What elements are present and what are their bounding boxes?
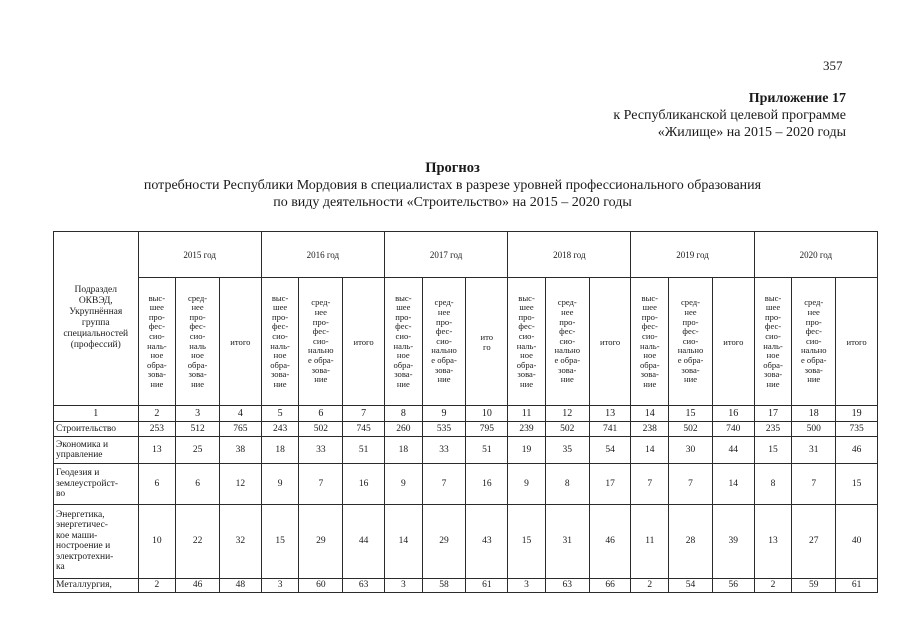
- table-cell: 2: [631, 578, 669, 592]
- education-level-header: [261, 278, 299, 406]
- header-line: сред-: [804, 297, 824, 308]
- header-line: зова-: [517, 369, 536, 380]
- table-cell: 46: [589, 504, 631, 578]
- header-line: про-: [272, 311, 289, 322]
- header-line: сио-: [559, 335, 576, 346]
- header-line: фес-: [805, 326, 822, 337]
- table-cell: 500: [792, 422, 836, 436]
- forecast-table: [53, 231, 878, 593]
- header-line: обра-: [187, 359, 208, 370]
- header-line: ние: [396, 378, 410, 389]
- table-cell: 18: [261, 436, 299, 464]
- table-cell: 46: [836, 436, 878, 464]
- header-row-levels: [54, 278, 878, 406]
- table-cell: 6: [176, 464, 220, 504]
- corner-header-line: ОКВЭД,: [78, 296, 113, 307]
- row-label-line: кое маши-: [56, 530, 98, 541]
- header-line: зова-: [434, 364, 454, 375]
- header-line: ние: [150, 378, 164, 389]
- row-label-line: Геодезия и: [56, 468, 100, 479]
- header-line: про-: [764, 311, 782, 322]
- header-line: обра-: [393, 359, 414, 370]
- header-line: итого: [353, 336, 374, 347]
- year-header: 2020 год: [754, 232, 877, 278]
- heading-line-1: потребности Республики Мордовия в специалистах в разрезе уровней профессионального образования: [143, 178, 762, 193]
- header-line: зова-: [270, 369, 290, 380]
- table-cell: 238: [631, 422, 669, 436]
- column-number: 17: [754, 405, 792, 421]
- header-line: наль-: [516, 340, 537, 351]
- table-cell: 15: [508, 504, 546, 578]
- header-line: шее: [642, 302, 657, 313]
- column-number: 11: [508, 405, 546, 421]
- table-cell: 15: [754, 436, 792, 464]
- header-line: шее: [272, 302, 288, 313]
- header-line: шее: [149, 302, 164, 313]
- table-cell: 27: [792, 504, 836, 578]
- header-line: зова-: [804, 364, 823, 375]
- header-line: выс-: [271, 292, 289, 303]
- page-number: 357: [823, 58, 843, 73]
- table-cell: 235: [754, 422, 792, 436]
- column-number: 10: [466, 405, 508, 421]
- row-label: [54, 464, 139, 504]
- table-cell: 39: [712, 504, 754, 578]
- header-line: фес-: [559, 326, 576, 337]
- table-row: [54, 464, 878, 504]
- header-line: зова-: [188, 369, 207, 380]
- table-cell: 7: [631, 464, 669, 504]
- header-line: сио-: [436, 335, 452, 346]
- table-cell: 9: [508, 464, 546, 504]
- header-line: нее: [437, 306, 451, 317]
- total-header: [466, 278, 508, 406]
- education-level-header: [631, 278, 669, 406]
- header-line: сио-: [149, 330, 165, 341]
- table-row: [54, 422, 878, 436]
- header-line: нально: [677, 345, 704, 356]
- column-number: 6: [299, 405, 343, 421]
- education-level-header: [138, 278, 176, 406]
- column-number: 16: [712, 405, 754, 421]
- header-line: обра-: [763, 359, 783, 370]
- header-line: итого: [230, 336, 251, 347]
- header-line: фес-: [312, 326, 329, 337]
- row-label-line: Металлургия,: [56, 580, 112, 591]
- appendix-block: [613, 90, 846, 141]
- table-cell: 765: [219, 422, 261, 436]
- header-line: сио-: [272, 330, 288, 341]
- header-line: сио-: [765, 330, 781, 341]
- header-line: е обра-: [308, 354, 334, 365]
- table-cell: 32: [219, 504, 261, 578]
- header-line: про-: [395, 311, 412, 322]
- header-line: про-: [682, 316, 699, 327]
- column-number: 19: [836, 405, 878, 421]
- table-cell: 502: [669, 422, 713, 436]
- header-line: про-: [559, 316, 576, 327]
- table-cell: 260: [384, 422, 422, 436]
- table-cell: 19: [508, 436, 546, 464]
- header-line: обра-: [147, 359, 167, 370]
- heading-line-2: по виду деятельности «Строительство» на 2015 – 2020 годы: [273, 195, 632, 210]
- header-line: ние: [766, 378, 780, 389]
- header-row-years: [54, 232, 878, 278]
- header-line: сред-: [557, 297, 577, 308]
- table-cell: 13: [754, 504, 792, 578]
- table-cell: 25: [176, 436, 220, 464]
- row-label: [54, 578, 139, 592]
- table-cell: 9: [261, 464, 299, 504]
- year-header: 2017 год: [384, 232, 507, 278]
- header-line: зова-: [558, 364, 577, 375]
- table-cell: 7: [299, 464, 343, 504]
- header-line: зова-: [147, 369, 166, 380]
- header-line: ние: [643, 378, 657, 389]
- header-line: выс-: [395, 292, 412, 303]
- row-label-line: электротехни-: [56, 551, 114, 562]
- table-cell: 15: [261, 504, 299, 578]
- table-cell: 3: [384, 578, 422, 592]
- table-cell: 2: [138, 578, 176, 592]
- header-line: сио-: [189, 330, 206, 341]
- row-label-line: во: [56, 489, 66, 500]
- table-cell: 29: [422, 504, 466, 578]
- table-cell: 795: [466, 422, 508, 436]
- table-cell: 9: [384, 464, 422, 504]
- header-line: фес-: [435, 326, 453, 337]
- heading-title: Прогноз: [425, 160, 480, 176]
- header-line: нее: [191, 302, 204, 313]
- table-cell: 2: [754, 578, 792, 592]
- table-cell: 12: [219, 464, 261, 504]
- corner-header: [54, 232, 139, 406]
- header-line: зова-: [640, 369, 659, 380]
- row-label-line: ка: [56, 562, 65, 573]
- table-cell: 61: [836, 578, 878, 592]
- table-cell: 3: [261, 578, 299, 592]
- table-cell: 48: [219, 578, 261, 592]
- appendix-title: Приложение 17: [748, 91, 846, 106]
- header-line: про-: [312, 316, 329, 327]
- table-cell: 35: [545, 436, 589, 464]
- document-heading: [0, 160, 905, 211]
- column-number: 18: [792, 405, 836, 421]
- header-line: фес-: [518, 321, 535, 332]
- table-cell: 56: [712, 578, 754, 592]
- header-line: выс-: [148, 292, 166, 303]
- table-cell: 44: [343, 504, 385, 578]
- header-line: фес-: [764, 321, 782, 332]
- column-number: 8: [384, 405, 422, 421]
- header-line: ние: [684, 374, 698, 385]
- header-line: итого: [599, 336, 621, 347]
- row-label-line: управление: [56, 450, 103, 461]
- header-line: нально: [308, 345, 334, 356]
- header-line: ние: [560, 374, 574, 385]
- column-number: 13: [589, 405, 631, 421]
- header-line: ное: [150, 350, 164, 361]
- header-line: про-: [189, 311, 206, 322]
- table-cell: 3: [508, 578, 546, 592]
- education-level-header: [545, 278, 589, 406]
- row-label-line: землеустройст-: [56, 478, 119, 489]
- table-cell: 54: [589, 436, 631, 464]
- column-number: 15: [669, 405, 713, 421]
- table-cell: 33: [422, 436, 466, 464]
- column-number: 2: [138, 405, 176, 421]
- header-line: сред-: [680, 297, 701, 308]
- table-cell: 14: [712, 464, 754, 504]
- table-row: [54, 436, 878, 464]
- table-cell: 66: [589, 578, 631, 592]
- table-cell: 253: [138, 422, 176, 436]
- appendix-line-1: к Республиканской целевой программе: [613, 108, 846, 123]
- table-cell: 43: [466, 504, 508, 578]
- table-cell: 11: [631, 504, 669, 578]
- table-row: [54, 504, 878, 578]
- table-cell: 15: [836, 464, 878, 504]
- table-cell: 61: [466, 578, 508, 592]
- table-cell: 59: [792, 578, 836, 592]
- header-line: выс-: [641, 292, 659, 303]
- header-line: обра-: [270, 359, 290, 370]
- total-header: [589, 278, 631, 406]
- header-line: фес-: [189, 321, 206, 332]
- table-cell: 51: [343, 436, 385, 464]
- table-cell: 735: [836, 422, 878, 436]
- header-line: ние: [520, 378, 534, 389]
- header-line: нее: [807, 306, 820, 317]
- header-line: шее: [765, 302, 781, 313]
- table-cell: 63: [343, 578, 385, 592]
- header-line: фес-: [641, 321, 658, 332]
- header-line: ито: [480, 331, 494, 342]
- header-line: наль-: [147, 340, 167, 351]
- header-line: выс-: [518, 292, 535, 303]
- table-cell: 7: [669, 464, 713, 504]
- header-line: сио-: [313, 335, 329, 346]
- table-cell: 7: [792, 464, 836, 504]
- column-number: 12: [545, 405, 589, 421]
- column-number-row: [54, 405, 878, 421]
- header-line: наль-: [270, 340, 290, 351]
- row-label-line: ностроение и: [56, 541, 111, 552]
- header-line: про-: [805, 316, 822, 327]
- table-cell: 14: [384, 504, 422, 578]
- table-cell: 22: [176, 504, 220, 578]
- header-line: сред-: [311, 297, 331, 308]
- table-cell: 10: [138, 504, 176, 578]
- total-header: [343, 278, 385, 406]
- header-line: ние: [191, 378, 205, 389]
- header-line: ние: [807, 374, 821, 385]
- header-line: итого: [723, 336, 744, 347]
- table-cell: 13: [138, 436, 176, 464]
- table-cell: 58: [422, 578, 466, 592]
- row-label: [54, 504, 139, 578]
- header-line: наль: [189, 340, 206, 351]
- year-header: 2016 год: [261, 232, 384, 278]
- column-number: 1: [54, 405, 139, 421]
- column-number: 5: [261, 405, 299, 421]
- header-line: е обра-: [431, 354, 457, 365]
- header-line: сио-: [682, 335, 699, 346]
- table-cell: 512: [176, 422, 220, 436]
- header-line: ние: [273, 378, 287, 389]
- total-header: [712, 278, 754, 406]
- education-level-header: [422, 278, 466, 406]
- total-header: [836, 278, 878, 406]
- header-line: сред-: [188, 292, 208, 303]
- table-cell: 31: [545, 504, 589, 578]
- total-header: [219, 278, 261, 406]
- table-cell: 16: [466, 464, 508, 504]
- header-line: нально: [554, 345, 581, 356]
- header-line: обра-: [516, 359, 537, 370]
- header-line: про-: [148, 311, 165, 322]
- header-line: про-: [641, 311, 658, 322]
- column-number: 14: [631, 405, 669, 421]
- education-level-header: [384, 278, 422, 406]
- header-line: выс-: [764, 292, 782, 303]
- header-line: фес-: [148, 321, 165, 332]
- header-line: ное: [766, 350, 780, 361]
- header-line: нально: [800, 345, 827, 356]
- header-line: ное: [520, 350, 533, 361]
- corner-header-line: группа: [81, 318, 110, 329]
- corner-header-line: Укрупнённая: [69, 307, 123, 318]
- table-cell: 16: [343, 464, 385, 504]
- education-level-header: [669, 278, 713, 406]
- header-line: сио-: [518, 330, 535, 341]
- header-line: сио-: [805, 335, 822, 346]
- header-line: сред-: [434, 297, 454, 308]
- table-cell: 40: [836, 504, 878, 578]
- header-line: про-: [436, 316, 453, 327]
- header-line: е обра-: [554, 354, 581, 365]
- table-cell: 30: [669, 436, 713, 464]
- table-cell: 28: [669, 504, 713, 578]
- column-number: 9: [422, 405, 466, 421]
- row-label-line: Строительство: [56, 423, 117, 434]
- table-cell: 60: [299, 578, 343, 592]
- table-cell: 239: [508, 422, 546, 436]
- header-line: ное: [273, 350, 287, 361]
- header-line: е обра-: [677, 354, 704, 365]
- table-cell: 33: [299, 436, 343, 464]
- table-cell: 51: [466, 436, 508, 464]
- education-level-header: [754, 278, 792, 406]
- table-cell: 14: [631, 436, 669, 464]
- header-line: нее: [314, 306, 327, 317]
- header-line: зова-: [681, 364, 700, 375]
- header-line: сио-: [395, 330, 412, 341]
- header-line: итого: [846, 336, 867, 347]
- table-cell: 44: [712, 436, 754, 464]
- table-cell: 29: [299, 504, 343, 578]
- header-line: наль-: [393, 340, 414, 351]
- corner-header-line: Подраздел: [74, 285, 118, 296]
- header-line: нее: [684, 306, 697, 317]
- header-line: сио-: [642, 330, 658, 341]
- header-line: ние: [314, 374, 328, 385]
- education-level-header: [299, 278, 343, 406]
- table-row: [54, 578, 878, 592]
- header-line: е обра-: [800, 354, 827, 365]
- education-level-header: [792, 278, 836, 406]
- header-line: наль-: [640, 340, 660, 351]
- table-cell: 31: [792, 436, 836, 464]
- table-cell: 502: [545, 422, 589, 436]
- header-line: шее: [396, 302, 411, 313]
- table-cell: 7: [422, 464, 466, 504]
- table-cell: 502: [299, 422, 343, 436]
- header-line: ние: [437, 374, 451, 385]
- header-line: шее: [519, 302, 534, 313]
- appendix-line-2: «Жилище» на 2015 – 2020 годы: [657, 125, 846, 140]
- corner-header-line: специальностей: [63, 329, 129, 340]
- year-header: 2019 год: [631, 232, 754, 278]
- header-line: ное: [191, 350, 204, 361]
- table-cell: 17: [589, 464, 631, 504]
- row-label-line: Энергетика,: [56, 509, 105, 520]
- row-label-line: Экономика и: [56, 439, 109, 450]
- table-cell: 740: [712, 422, 754, 436]
- corner-header-line: (профессий): [70, 340, 121, 351]
- header-line: обра-: [639, 359, 660, 370]
- table-cell: 38: [219, 436, 261, 464]
- header-line: про-: [518, 311, 535, 322]
- table-cell: 63: [545, 578, 589, 592]
- column-number: 4: [219, 405, 261, 421]
- table-cell: 54: [669, 578, 713, 592]
- year-header: 2015 год: [138, 232, 261, 278]
- table-cell: 243: [261, 422, 299, 436]
- header-line: фес-: [271, 321, 289, 332]
- header-line: фес-: [682, 326, 699, 337]
- row-label: [54, 436, 139, 464]
- header-line: го: [483, 341, 491, 352]
- table-cell: 745: [343, 422, 385, 436]
- header-line: зова-: [311, 364, 330, 375]
- education-level-header: [176, 278, 220, 406]
- header-line: нее: [561, 306, 574, 317]
- table-cell: 8: [754, 464, 792, 504]
- column-number: 3: [176, 405, 220, 421]
- header-line: наль-: [763, 340, 783, 351]
- row-label: [54, 422, 139, 436]
- header-line: ное: [643, 350, 657, 361]
- header-line: зова-: [394, 369, 413, 380]
- year-header: 2018 год: [508, 232, 631, 278]
- table-cell: 46: [176, 578, 220, 592]
- column-number: 7: [343, 405, 385, 421]
- table-cell: 8: [545, 464, 589, 504]
- header-line: зова-: [763, 369, 783, 380]
- education-level-header: [508, 278, 546, 406]
- table-cell: 18: [384, 436, 422, 464]
- table-cell: 741: [589, 422, 631, 436]
- header-line: фес-: [395, 321, 412, 332]
- table-cell: 6: [138, 464, 176, 504]
- row-label-line: энергетичес-: [56, 520, 108, 531]
- header-line: нально: [431, 345, 457, 356]
- header-line: ное: [396, 350, 410, 361]
- table-cell: 535: [422, 422, 466, 436]
